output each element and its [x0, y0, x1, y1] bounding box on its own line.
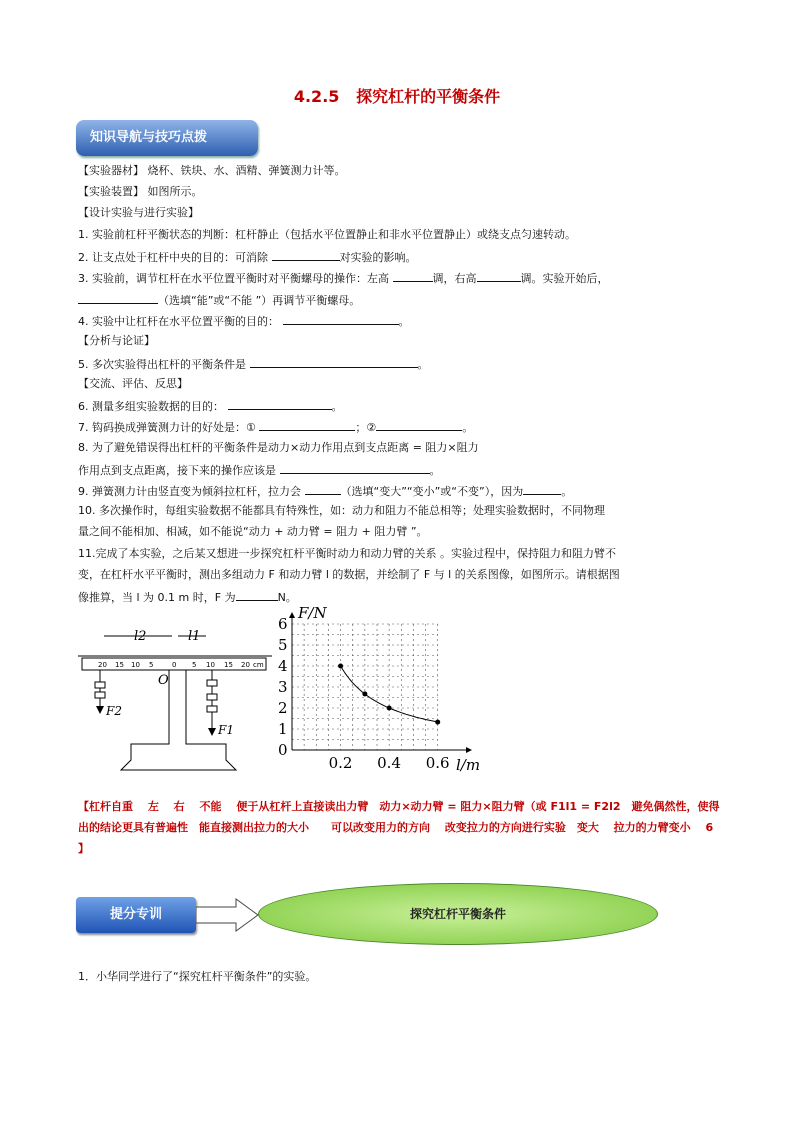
f1-label: F1: [218, 723, 234, 737]
text-span: ；②: [355, 421, 377, 434]
text-line: 【交流、评估、反思】: [78, 377, 188, 390]
data-point: [338, 664, 343, 669]
section2-badge: 提分专训: [76, 897, 196, 933]
lever-diagram: [76, 614, 272, 774]
text-line: [78, 313, 410, 329]
text-span: 。: [561, 485, 573, 498]
tick-label: 15: [115, 661, 124, 669]
title-number: 4.2.5: [293, 87, 340, 106]
text-line: [78, 356, 429, 372]
y-tick-label: 1: [278, 720, 288, 738]
text-span: 。: [429, 464, 441, 477]
weight-icon: [95, 692, 105, 698]
text-span: 6. 测量多组实验数据的目的：: [78, 400, 228, 413]
text-span: 调。实验开始后，: [520, 272, 609, 285]
text-line: [78, 462, 441, 478]
x-tick-label: 0.6: [425, 754, 450, 772]
f-l-chart: [272, 606, 482, 774]
text-span: （选填“变大”“变小”或“不变”），因为: [340, 485, 524, 498]
answer-key: 【杠杆自重 左 右 不能 便于从杠杆上直接读出力臂 动力×动力臂 = 阻力×阻力臂（或 F1l1 = F2l2 避免偶然性，使得出的结论更具有普遍性 能直接测出拉力的大小 可以改变用力的方向 改变拉力的方向进行实验 变大 拉力的力臂变小 6 】: [78, 800, 728, 855]
text-line: 【实验装置】 如图所示。: [78, 185, 203, 198]
x-tick-label: 0.2: [328, 754, 353, 772]
ruler-ticks: [98, 661, 264, 669]
section-badge: 知识导航与技巧点拨: [76, 120, 258, 156]
f1-arrowhead: [208, 728, 216, 736]
unit-label: cm: [253, 661, 264, 669]
x-axis-arrow: [466, 747, 472, 753]
spring-icon: [207, 706, 217, 712]
text-line: 【实验器材】 烧杯、铁块、水、酒精、弹簧测力计等。: [78, 164, 346, 177]
y-tick-label: 3: [278, 678, 288, 696]
text-span: 作用点到支点距离，接下来的操作应该是: [78, 464, 280, 477]
text-line: 量之间不能相加、相减，如不能说“动力 + 动力臂 = 阻力 + 阻力臂 ”。: [78, 525, 428, 538]
page-title: [0, 84, 794, 107]
l2-label: l2: [134, 629, 147, 644]
text-span: 9. 弹簧测力计由竖直变为倾斜拉杠杆，拉力会: [78, 485, 305, 498]
title-text: 探究杠杆的平衡条件: [356, 87, 501, 106]
text-line: 11.完成了本实验，之后某又想进一步探究杠杆平衡时动力和动力臂的关系 。实验过程中，保持阻力和阻力臂不: [78, 547, 616, 560]
tick-label: 20: [98, 661, 107, 669]
answer-blank[interactable]: [477, 270, 521, 282]
answer-blank[interactable]: [305, 483, 341, 495]
arrow-icon: [196, 899, 258, 931]
section2-topic: 探究杠杆平衡条件: [258, 883, 658, 945]
answer-blank[interactable]: [259, 419, 355, 431]
text-span: 。: [331, 400, 343, 413]
text-line: [78, 419, 473, 435]
text-line: [78, 589, 297, 605]
answer-blank[interactable]: [393, 270, 433, 282]
y-axis-label: F/N: [298, 606, 327, 622]
text-line: 10. 多次操作时，每组实验数据不能都具有特殊性，如：动力和阻力不能总相等；处理实验数据时，不同物理: [78, 504, 605, 517]
text-line: 【分析与论证】: [78, 334, 155, 347]
text-span: 。: [398, 315, 410, 328]
arrow-connector: [196, 897, 260, 933]
answer-blank[interactable]: [376, 419, 462, 431]
answer-blank[interactable]: [523, 483, 561, 495]
question-1: 1．小华同学进行了“探究杠杆平衡条件”的实验。: [78, 970, 317, 983]
y-tick-label: 2: [278, 699, 288, 717]
answer-blank[interactable]: [272, 249, 340, 261]
lever-stand: [121, 670, 236, 770]
text-line: [78, 398, 343, 414]
answer-blank[interactable]: [78, 292, 158, 304]
y-tick-label: 6: [278, 615, 288, 633]
tick-label: 10: [206, 661, 215, 669]
text-span: 4. 实验中让杠杆在水平位置平衡的目的：: [78, 315, 283, 328]
tick-label: 20: [241, 661, 250, 669]
tick-label: 10: [131, 661, 140, 669]
y-axis-arrow: [289, 612, 295, 618]
data-point: [435, 720, 440, 725]
text-span: N。: [277, 591, 297, 604]
spring-icon: [207, 694, 217, 700]
text-span: 调，右高: [432, 272, 477, 285]
tick-label: 15: [224, 661, 233, 669]
text-span: 。: [462, 421, 474, 434]
answer-blank[interactable]: [228, 398, 332, 410]
x-axis-label: l/m: [456, 756, 481, 774]
data-point: [387, 706, 392, 711]
answer-blank[interactable]: [280, 462, 430, 474]
text-span: 5. 多次实验得出杠杆的平衡条件是: [78, 358, 250, 371]
tick-label: 5: [192, 661, 197, 669]
data-point: [362, 691, 367, 696]
spring-icon: [207, 680, 217, 686]
pivot-label: O: [158, 673, 169, 688]
f2-label: F2: [106, 704, 122, 718]
text-line: [78, 292, 360, 308]
text-span: （选填“能”或“不能 ”）再调节平衡螺母。: [158, 294, 361, 307]
x-tick-label: 0.4: [377, 754, 402, 772]
y-tick-label: 5: [278, 636, 288, 654]
y-tick-label: 0: [278, 741, 288, 759]
text-line: [78, 483, 572, 499]
f2-arrowhead: [96, 706, 104, 714]
weight-icon: [95, 682, 105, 688]
text-span: 对实验的影响。: [339, 251, 417, 264]
tick-label: 5: [149, 661, 154, 669]
y-tick-label: 4: [278, 657, 288, 675]
answer-blank[interactable]: [283, 313, 399, 325]
text-line: [78, 270, 609, 286]
text-span: 7. 钩码换成弹簧测力计的好处是：①: [78, 421, 260, 434]
tick-label: 0: [172, 661, 177, 669]
text-line: [78, 249, 417, 265]
answer-blank[interactable]: [236, 589, 278, 601]
l1-label: l1: [188, 629, 201, 644]
text-line: 【设计实验与进行实验】: [78, 206, 199, 219]
text-line: 1. 实验前杠杆平衡状态的判断：杠杆静止（包括水平位置静止和非水平位置静止）或绕支点匀速转动。: [78, 228, 576, 241]
text-span: 像推算，当 l 为 0.1 m 时，F 为: [78, 591, 236, 604]
text-span: 3. 实验前，调节杠杆在水平位置平衡时对平衡螺母的操作：左高: [78, 272, 393, 285]
answer-blank[interactable]: [250, 356, 418, 368]
text-span: 2. 让支点处于杠杆中央的目的：可消除: [78, 251, 272, 264]
text-span: 。: [417, 358, 429, 371]
text-line: 8. 为了避免错误得出杠杆的平衡条件是动力×动力作用点到支点距离 = 阻力×阻力: [78, 441, 479, 454]
text-line: 变，在杠杆水平平衡时，测出多组动力 F 和动力臂 l 的数据，并绘制了 F 与 l 的关系图像，如图所示。请根据图: [78, 568, 620, 581]
